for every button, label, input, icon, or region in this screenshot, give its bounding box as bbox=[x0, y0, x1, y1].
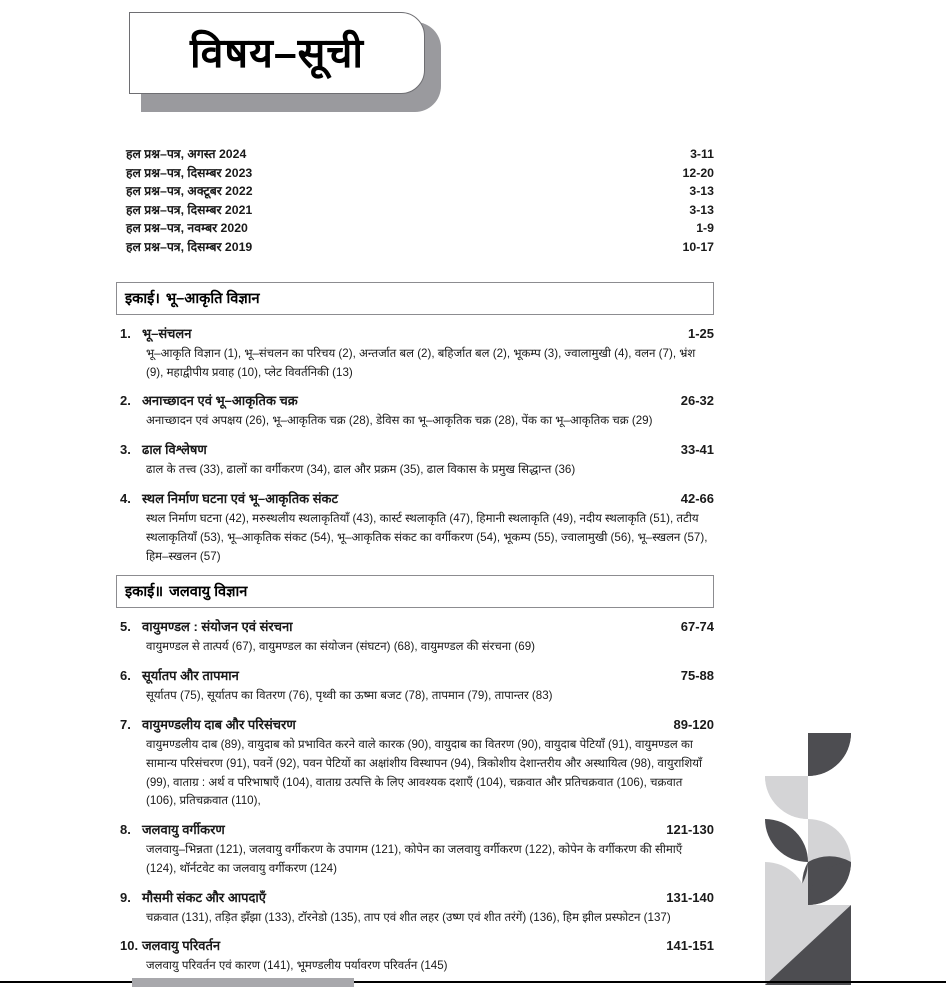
solved-paper-row[interactable] bbox=[116, 182, 714, 200]
chapter-pages: 42-66 bbox=[680, 491, 714, 507]
chapter-number: 3. bbox=[120, 442, 131, 458]
solved-paper-row[interactable] bbox=[116, 237, 714, 255]
chapter-pages: 1-25 bbox=[687, 325, 714, 341]
chapter-header bbox=[116, 888, 714, 906]
solved-paper-name: हल प्रश्न–पत्र, दिसम्बर 2023 bbox=[126, 165, 253, 180]
chapter-header bbox=[116, 617, 714, 635]
chapter-entry[interactable] bbox=[116, 617, 714, 657]
chapter-pages: 121-130 bbox=[666, 822, 714, 838]
solved-paper-pages: 3-13 bbox=[689, 184, 714, 199]
chapter-entry[interactable] bbox=[116, 936, 714, 976]
title-plaque-box bbox=[129, 12, 425, 94]
chapter-entry[interactable] bbox=[116, 888, 714, 928]
chapter-title: जलवायु परिवर्तन bbox=[142, 938, 221, 954]
chapter-header bbox=[116, 715, 714, 733]
solved-paper-name: हल प्रश्न–पत्र, अगस्त 2024 bbox=[126, 147, 247, 162]
chapter-topics: वायुमण्डलीय दाब (89), वायुदाब को प्रभावित करने वाले कारक (90), वायुदाब का वितरण (90), वायुदाब पेटियाँ (91), वायुमण्डल का सामान्य परिसंचरण (91), पवनें (92), पवन पेटियों का अक्षांशीय विस्थापन (94), त्रिकोशीय देशान्तरीय और अस्थायित्व (98), वायुराशियाँ (99), वाताग्र : अर्थ व परिभाषाएँ (104), वाताग्र उत्पत्ति के लिए आवश्यक दशाएँ (104), चक्रवात और प्रतिचक्रवात (106), चक्रवात (106), प्रतिचक्रवात (110), bbox=[146, 737, 702, 808]
chapter-number: 4. bbox=[120, 491, 131, 507]
chapter-title: जलवायु वर्गीकरण bbox=[142, 822, 225, 838]
chapter-pages: 33-41 bbox=[680, 442, 714, 458]
unit-header bbox=[116, 282, 714, 315]
chapter-entry[interactable] bbox=[116, 391, 714, 431]
solved-paper-row[interactable] bbox=[116, 145, 714, 163]
chapter-pages: 141-151 bbox=[666, 938, 714, 954]
unit-number: इकाई। bbox=[125, 290, 160, 307]
chapter-title: सूर्यातप और तापमान bbox=[142, 668, 239, 684]
chapter-pages: 131-140 bbox=[666, 889, 714, 905]
chapter-entry[interactable] bbox=[116, 715, 714, 811]
solved-paper-name: हल प्रश्न–पत्र, दिसम्बर 2021 bbox=[126, 202, 253, 217]
chapter-topics: जलवायु–भिन्नता (121), जलवायु वर्गीकरण के उपागम (121), कोपेन का जलवायु वर्गीकरण (122), कोपेन के वर्गीकरण की सीमाएँ (124), थॉर्नटवेट का जलवायु वर्गीकरण (124) bbox=[146, 843, 683, 875]
solved-paper-name: हल प्रश्न–पत्र, नवम्बर 2020 bbox=[126, 221, 248, 236]
footer-accent-bar bbox=[132, 978, 354, 987]
chapter-pages: 75-88 bbox=[680, 668, 714, 684]
solved-papers-list bbox=[116, 145, 714, 256]
chapter-number: 7. bbox=[120, 716, 131, 732]
chapter-pages: 89-120 bbox=[673, 716, 714, 732]
solved-paper-name: हल प्रश्न–पत्र, अक्टूबर 2022 bbox=[126, 184, 253, 199]
solved-paper-name: हल प्रश्न–पत्र, दिसम्बर 2019 bbox=[126, 239, 253, 254]
toc-content bbox=[116, 145, 714, 985]
page-title: विषय–सूची bbox=[189, 29, 365, 76]
chapter-topics: वायुमण्डल से तात्पर्य (67), वायुमण्डल का संयोजन (संघटन) (68), वायुमण्डल की संरचना (69) bbox=[146, 640, 536, 654]
chapter-entry[interactable] bbox=[116, 324, 714, 383]
chapter-number: 5. bbox=[120, 619, 131, 635]
chapter-title: स्थल निर्माण घटना एवं भू–आकृतिक संकट bbox=[142, 491, 339, 507]
decorative-corner-motif bbox=[765, 733, 872, 985]
units-list bbox=[116, 282, 714, 976]
chapter-header bbox=[116, 936, 714, 954]
chapter-header bbox=[116, 324, 714, 342]
chapter-number: 6. bbox=[120, 668, 131, 684]
unit-header bbox=[116, 575, 714, 608]
chapter-topics: भू–आकृति विज्ञान (1), भू–संचलन का परिचय (2), अन्तर्जात बल (2), बहिर्जात बल (2), भूकम्प (3), ज्वालामुखी (4), वलन (7), भ्रंश (9), महाद्वीपीय प्रवाह (10), प्लेट विवर्तनिकी (13) bbox=[146, 346, 696, 379]
chapter-topics: स्थल निर्माण घटना (42), मरुस्थलीय स्थलाकृतियाँ (43), कार्स्ट स्थलाकृति (47), हिमानी स्थलाकृति (49), नदीय स्थलाकृति (51), तटीय स्थलाकृतियाँ (53), भू–आकृतिक संकट (54), भू–आकृतिक संकट का वर्गीकरण (54), भूकम्प (55), ज्वालामुखी (56), भू–स्खलन (57), हिम–स्खलन (57) bbox=[146, 512, 708, 563]
chapter-topics: चक्रवात (131), तड़ित झँझा (133), टॉरनेडो (135), ताप एवं शीत लहर (उष्ण एवं शीत तरंगें) (136), हिम झील प्रस्फोटन (137) bbox=[146, 910, 671, 924]
chapter-title: मौसमी संकट और आपदाएँ bbox=[142, 889, 266, 905]
chapter-header bbox=[116, 489, 714, 507]
chapter-title: ढाल विश्लेषण bbox=[142, 442, 207, 458]
solved-paper-pages: 12-20 bbox=[682, 165, 714, 180]
chapter-entry[interactable] bbox=[116, 489, 714, 566]
chapter-number: 9. bbox=[120, 889, 131, 905]
chapter-entry[interactable] bbox=[116, 440, 714, 480]
solved-paper-row[interactable] bbox=[116, 219, 714, 237]
chapter-header bbox=[116, 391, 714, 409]
chapter-title: वायुमण्डलीय दाब और परिसंचरण bbox=[142, 716, 296, 732]
solved-paper-pages: 1-9 bbox=[696, 221, 714, 236]
chapter-header bbox=[116, 666, 714, 684]
chapter-topics: अनाच्छादन एवं अपक्षय (26), भू–आकृतिक चक्र (28), डेविस का भू–आकृतिक चक्र (28), पेंक का भू–आकृतिक चक्र (29) bbox=[146, 414, 653, 428]
chapter-topics: ढाल के तत्त्व (33), ढालों का वर्गीकरण (34), ढाल और प्रक्रम (35), ढाल विकास के प्रमुख सिद्धान्त (36) bbox=[146, 463, 576, 477]
chapter-title: वायुमण्डल : संयोजन एवं संरचना bbox=[142, 619, 293, 635]
solved-paper-row[interactable] bbox=[116, 200, 714, 218]
unit-name: भू–आकृति विज्ञान bbox=[165, 290, 260, 307]
unit-number: इकाई॥ bbox=[125, 584, 164, 601]
solved-paper-pages: 3-13 bbox=[689, 202, 714, 217]
chapter-pages: 26-32 bbox=[680, 393, 714, 409]
unit-name: जलवायु विज्ञान bbox=[169, 584, 248, 601]
chapter-title: अनाच्छादन एवं भू–आकृतिक चक्र bbox=[142, 393, 298, 409]
page-title-plaque bbox=[129, 12, 429, 106]
solved-paper-pages: 3-11 bbox=[690, 147, 714, 162]
chapter-number: 8. bbox=[120, 822, 131, 838]
chapter-topics: जलवायु परिवर्तन एवं कारण (141), भूमण्डलीय पर्यावरण परिवर्तन (145) bbox=[146, 959, 448, 973]
chapter-title: भू–संचलन bbox=[142, 325, 192, 341]
chapter-number: 2. bbox=[120, 393, 131, 409]
chapter-entry[interactable] bbox=[116, 666, 714, 706]
solved-paper-row[interactable] bbox=[116, 163, 714, 181]
solved-paper-pages: 10-17 bbox=[682, 239, 714, 254]
chapter-entry[interactable] bbox=[116, 820, 714, 879]
chapter-number: 1. bbox=[120, 325, 131, 341]
chapter-number: 10. bbox=[120, 938, 139, 954]
chapter-header bbox=[116, 440, 714, 458]
chapter-pages: 67-74 bbox=[680, 619, 714, 635]
chapter-header bbox=[116, 820, 714, 838]
chapter-topics: सूर्यातप (75), सूर्यातप का वितरण (76), पृथ्वी का ऊष्मा बजट (78), तापमान (79), तापान्तर (83) bbox=[146, 689, 553, 703]
